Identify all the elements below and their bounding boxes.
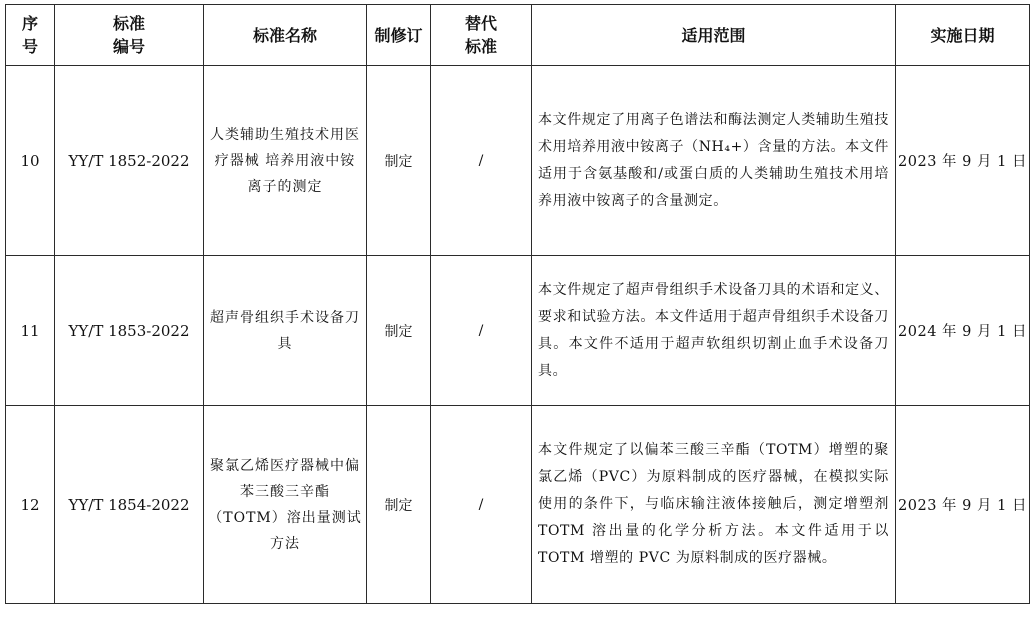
cell-type: 制定 [367,256,431,406]
header-scope: 适用范围 [532,5,896,66]
cell-no: 10 [6,66,55,256]
cell-no: 11 [6,256,55,406]
cell-date: 2024 年 9 月 1 日 [896,256,1030,406]
cell-scope: 本文件规定了超声骨组织手术设备刀具的术语和定义、要求和试验方法。本文件适用于超声骨组织手术设备刀具。本文件不适用于超声软组织切割止血手术设备刀具。 [532,256,896,406]
cell-name: 聚氯乙烯医疗器械中偏苯三酸三辛酯（TOTM）溶出量测试方法 [204,406,367,604]
cell-no: 12 [6,406,55,604]
table-row [6,256,1030,406]
cell-replace: / [431,256,532,406]
header-code: 标准 编号 [55,5,204,66]
cell-date: 2023 年 9 月 1 日 [896,66,1030,256]
table-row [6,406,1030,604]
cell-type: 制定 [367,406,431,604]
cell-code: YY/T 1852-2022 [55,66,204,256]
table-row [6,66,1030,256]
cell-scope: 本文件规定了以偏苯三酸三辛酯（TOTM）增塑的聚氯乙烯（PVC）为原料制成的医疗器械，在模拟实际使用的条件下，与临床输注液体接触后，测定增塑剂 TOTM 溶出量的化学分析方法。本文件适用于以 TOTM 增塑的 PVC 为原料制成的医疗器械。 [532,406,896,604]
cell-name: 人类辅助生殖技术用医疗器械 培养用液中铵离子的测定 [204,66,367,256]
header-name: 标准名称 [204,5,367,66]
standards-table [5,4,1030,604]
cell-replace: / [431,406,532,604]
cell-code: YY/T 1853-2022 [55,256,204,406]
cell-name: 超声骨组织手术设备刀具 [204,256,367,406]
cell-code: YY/T 1854-2022 [55,406,204,604]
cell-replace: / [431,66,532,256]
header-type: 制修订 [367,5,431,66]
cell-date: 2023 年 9 月 1 日 [896,406,1030,604]
header-row [6,5,1030,66]
header-no: 序 号 [6,5,55,66]
header-date: 实施日期 [896,5,1030,66]
cell-type: 制定 [367,66,431,256]
header-replace: 替代 标准 [431,5,532,66]
cell-scope: 本文件规定了用离子色谱法和酶法测定人类辅助生殖技术用培养用液中铵离子（NH₄+）含量的方法。本文件适用于含氨基酸和/或蛋白质的人类辅助生殖技术用培养用液中铵离子的含量测定。 [532,66,896,256]
